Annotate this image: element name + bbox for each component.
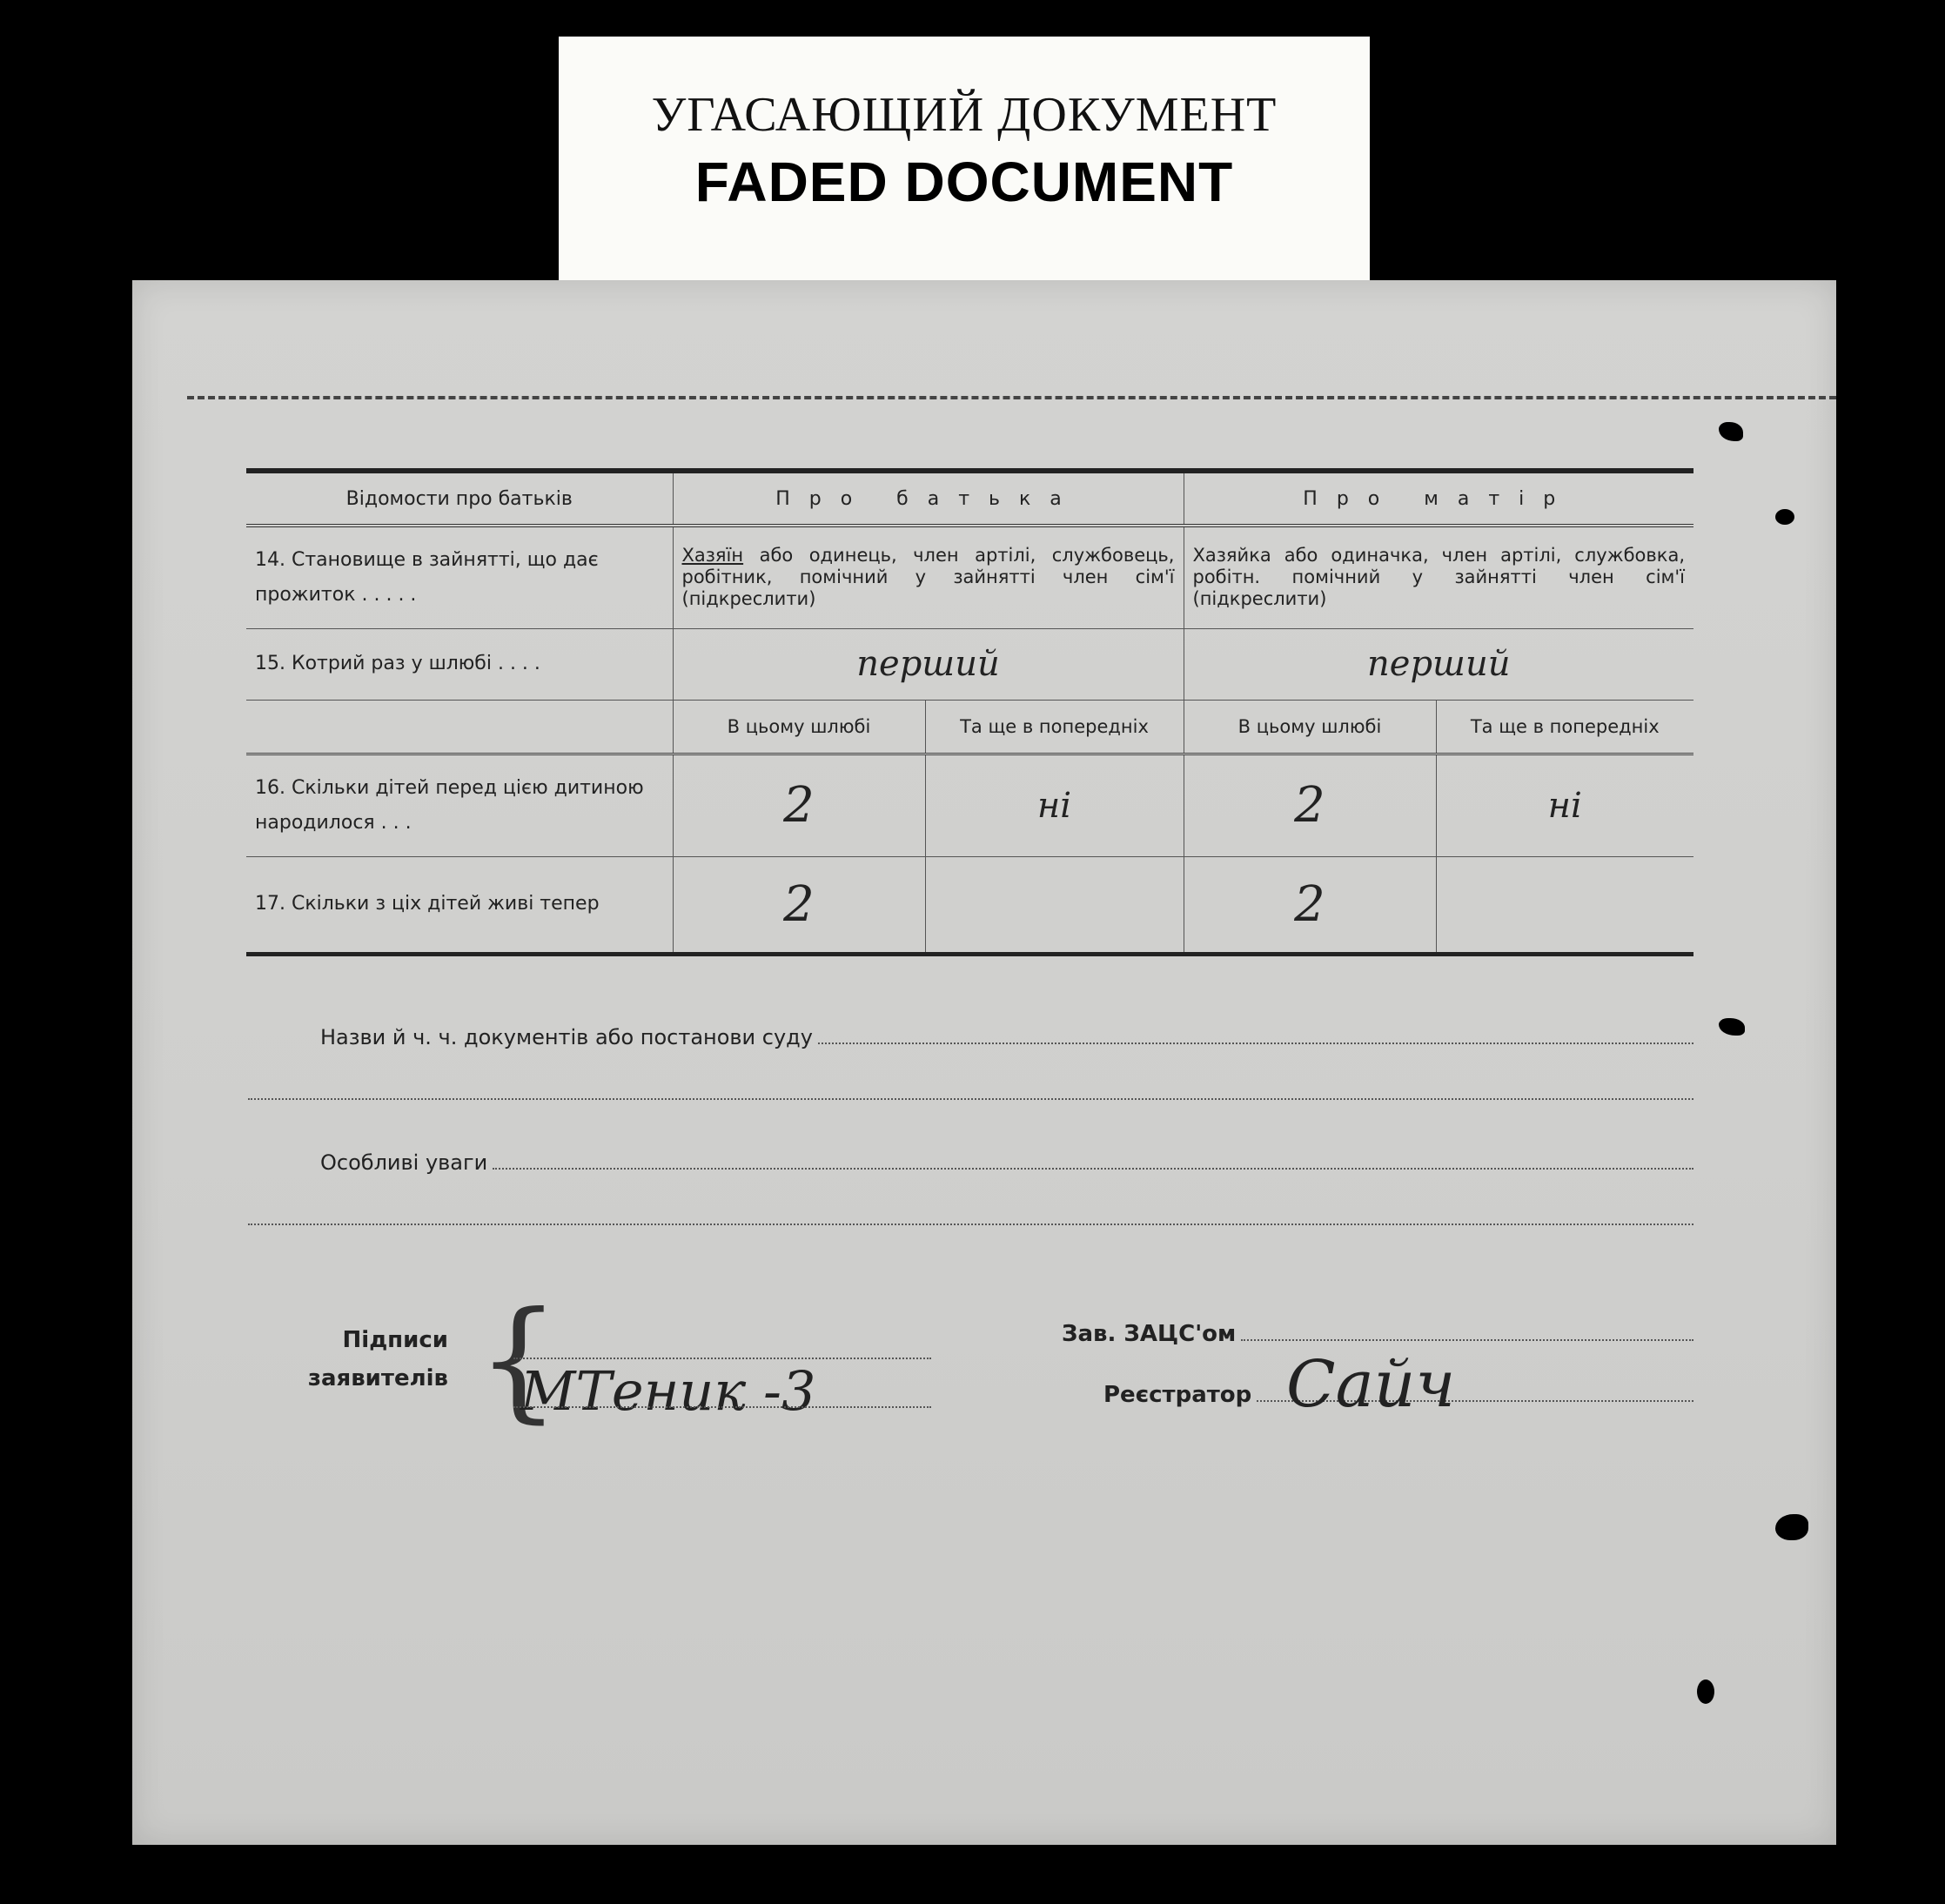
archive-label-card — [559, 37, 1370, 289]
documents-field — [320, 1025, 1693, 1049]
table-header-row — [246, 471, 1693, 526]
registrar-label: Реєстратор — [1103, 1382, 1252, 1408]
archive-label-english: FADED DOCUMENT — [694, 151, 1234, 213]
remarks-field — [320, 1150, 1693, 1175]
subheader-blank — [246, 700, 673, 754]
row-16-mother-this: 2 — [1184, 754, 1436, 856]
subheader-father-this-marriage: В цьому шлюбі — [673, 700, 925, 754]
head-zags-field — [1062, 1321, 1693, 1347]
row-15-father-value: перший — [673, 628, 1184, 700]
row-17-father-this: 2 — [673, 856, 925, 954]
header-parents-info: Відомости про батьків — [246, 471, 673, 526]
archive-label-russian: УГАСАЮЩИЙ ДОКУМЕНТ — [651, 88, 1278, 142]
row-14-father-options-text: або одинець, член артілі, службовець, робітник, помічний у зайнятті член сім'ї (підкреслити) — [681, 545, 1175, 610]
remarks-field-line — [493, 1152, 1693, 1170]
table-row-16 — [246, 754, 1693, 856]
head-zags-label: Зав. ЗАЦС'ом — [1062, 1321, 1237, 1347]
row-16-father-previous: ні — [925, 754, 1184, 856]
row-16-father-this: 2 — [673, 754, 925, 856]
row-14-father-options — [673, 526, 1184, 628]
row-17-label: 17. Скільки з ціх дітей живі тепер — [246, 856, 673, 954]
applicant-signature: МТеник -3 — [520, 1359, 816, 1423]
signature-brace: { — [477, 1284, 560, 1436]
table-row-17 — [246, 856, 1693, 954]
table-row-15 — [246, 628, 1693, 700]
row-14-father-underlined-option: Хазяїн — [681, 545, 744, 567]
applicants-label-line2: заявителів — [307, 1365, 448, 1391]
row-17-mother-this: 2 — [1184, 856, 1436, 954]
parents-info-table — [246, 468, 1693, 956]
applicants-label-line1: Підписи — [342, 1327, 448, 1353]
remarks-field-line-2 — [248, 1224, 1693, 1225]
remarks-field-label: Особливі уваги — [320, 1150, 488, 1175]
tear-mark — [1775, 509, 1794, 525]
perforation-line — [187, 396, 1836, 399]
header-about-father: Про батька — [673, 471, 1184, 526]
table-subheader-row — [246, 700, 1693, 754]
applicants-signatures-label — [287, 1321, 448, 1398]
row-17-father-previous — [925, 856, 1184, 954]
row-14-mother-options: Хазяйка або одиначка, член артілі, службовка, робітн. помічний у зайнятті член сім'ї (підкреслити) — [1184, 526, 1693, 628]
row-16-label: 16. Скільки дітей перед цією дитиною народилося . . . — [246, 754, 673, 856]
tear-mark — [1775, 1514, 1808, 1540]
head-zags-line — [1241, 1324, 1693, 1341]
row-16-mother-previous: ні — [1436, 754, 1693, 856]
documents-field-line-2 — [248, 1098, 1693, 1100]
applicant-signature-line-2 — [513, 1406, 931, 1408]
subheader-mother-this-marriage: В цьому шлюбі — [1184, 700, 1436, 754]
row-15-label: 15. Котрий раз у шлюбі . . . . — [246, 628, 673, 700]
table-row-14 — [246, 526, 1693, 628]
subheader-father-previous: Та ще в попередніх — [925, 700, 1184, 754]
documents-field-label: Назви й ч. ч. документів або постанови суду — [320, 1025, 813, 1049]
applicant-signature-line-1 — [513, 1358, 931, 1359]
row-17-mother-previous — [1436, 856, 1693, 954]
header-about-mother: Про матір — [1184, 471, 1693, 526]
row-15-mother-value: перший — [1184, 628, 1693, 700]
documents-field-line — [818, 1027, 1693, 1044]
tear-mark — [1697, 1679, 1714, 1704]
registrar-signature: Сайч — [1286, 1347, 1456, 1422]
subheader-mother-previous: Та ще в попередніх — [1436, 700, 1693, 754]
row-14-label: 14. Становище в зайнятті, що дає прожиток . . . . . — [246, 526, 673, 628]
